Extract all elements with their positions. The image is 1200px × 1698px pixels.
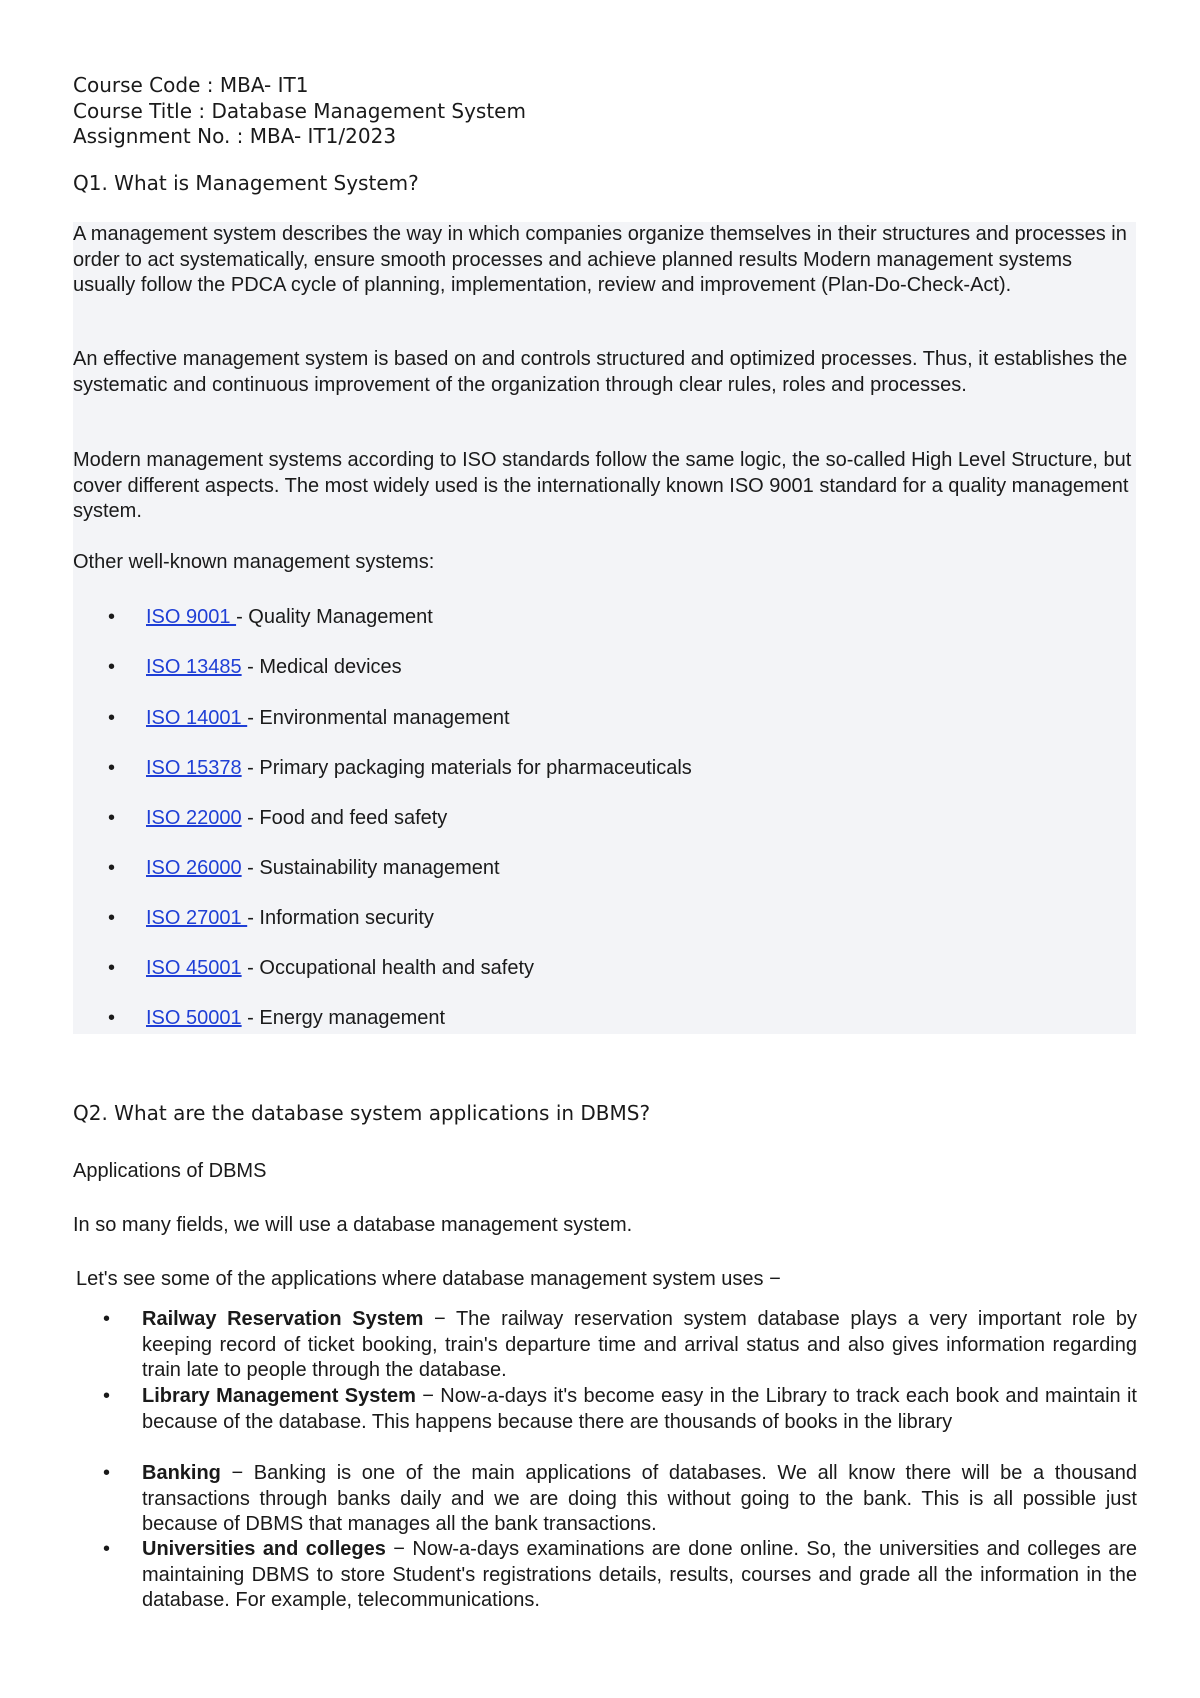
iso-50001-link[interactable]: ISO 50001 <box>146 1007 242 1029</box>
list-item <box>108 705 510 731</box>
iso-item-description: - Quality Management <box>236 606 433 628</box>
iso-13485-link[interactable]: ISO 13485 <box>146 656 242 678</box>
list-item <box>108 1005 445 1031</box>
bullet-icon: • <box>108 907 116 929</box>
iso-45001-link[interactable]: ISO 45001 <box>146 957 242 979</box>
question-2: Q2. What are the database system applications in DBMS? <box>73 1101 651 1125</box>
bullet-icon: • <box>108 807 116 829</box>
application-text: − Now-a-days it's become easy in the Library to track each book and maintain it because of the database. This happens because there are thousands of books in the library <box>142 1385 1137 1433</box>
q1-paragraph-4: Other well-known management systems: <box>73 551 435 573</box>
course-title: Course Title : Database Management System <box>73 99 526 123</box>
assignment-number: Assignment No. : MBA- IT1/2023 <box>73 124 397 148</box>
list-item <box>108 855 500 881</box>
bullet-icon: • <box>108 757 116 779</box>
iso-item-description: - Medical devices <box>241 656 402 678</box>
bullet-icon: • <box>103 1538 111 1560</box>
iso-14001-link[interactable]: ISO 14001 <box>146 707 248 729</box>
application-text: − Banking is one of the main applications of databases. We all know there will be a thousand transactions through banks daily and we are doing this without going to the bank. This is all possible just because of DBMS that manages all the bank transactions. <box>142 1462 1137 1535</box>
list-item <box>108 805 447 831</box>
question-1: Q1. What is Management System? <box>73 171 419 195</box>
list-item <box>103 1461 1137 1538</box>
list-item <box>108 905 434 931</box>
iso-15378-link[interactable]: ISO 15378 <box>146 757 242 779</box>
application-title: Universities and colleges <box>142 1538 386 1560</box>
iso-item-description: - Primary packaging materials for pharmaceuticals <box>241 757 692 779</box>
q1-paragraph-2: An effective management system is based on and controls structured and optimized processes. Thus, it establishes the systematic and continuous improvement of the organization through clear rules, roles and processes. <box>73 348 1128 396</box>
q2-lead: Let's see some of the applications where database management system uses − <box>76 1268 781 1290</box>
iso-item-description: - Occupational health and safety <box>241 957 535 979</box>
application-title: Library Management System <box>142 1385 416 1407</box>
list-item <box>108 955 534 981</box>
list-item <box>108 604 433 630</box>
bullet-icon: • <box>108 857 116 879</box>
iso-item-description: - Sustainability management <box>241 857 500 879</box>
q2-subheading: Applications of DBMS <box>73 1160 267 1182</box>
bullet-icon: • <box>103 1385 111 1407</box>
bullet-icon: • <box>108 656 116 678</box>
iso-item-description: - Environmental management <box>247 707 510 729</box>
bullet-icon: • <box>108 957 116 979</box>
application-title: Railway Reservation System <box>142 1308 424 1330</box>
iso-item-description: - Food and feed safety <box>241 807 448 829</box>
bullet-icon: • <box>103 1308 111 1330</box>
application-text: − The railway reservation system database plays a very important role by keeping record of ticket booking, train's departure time and arrival status and also gives information regarding train late to people through the database. <box>142 1308 1137 1381</box>
list-item <box>103 1384 1137 1435</box>
list-item <box>103 1307 1137 1384</box>
application-title: Banking <box>142 1462 221 1484</box>
bullet-icon: • <box>108 707 116 729</box>
q2-intro: In so many fields, we will use a database management system. <box>73 1214 633 1236</box>
list-item <box>103 1537 1137 1614</box>
q1-paragraph-3: Modern management systems according to ISO standards follow the same logic, the so-called High Level Structure, but cover different aspects. The most widely used is the internationally known ISO 9001 standard for a quality management system. <box>73 449 1132 522</box>
iso-9001-link[interactable]: ISO 9001 <box>146 606 237 628</box>
list-item <box>108 654 402 680</box>
application-text: − Now-a-days examinations are done online. So, the universities and colleges are maintaining DBMS to store Student's registrations details, results, courses and grade all the information in the database. For example, telecommunications. <box>142 1538 1137 1611</box>
bullet-icon: • <box>103 1462 111 1484</box>
iso-item-description: - Energy management <box>241 1007 446 1029</box>
q1-paragraph-1: A management system describes the way in which companies organize themselves in their structures and processes in order to act systematically, ensure smooth processes and achieve planned results Modern management systems usually follow the PDCA cycle of planning, implementation, review and improvement (Plan-Do-Check-Act). <box>73 223 1127 296</box>
list-item <box>108 755 692 781</box>
bullet-icon: • <box>108 606 116 628</box>
iso-26000-link[interactable]: ISO 26000 <box>146 857 242 879</box>
bullet-icon: • <box>108 1007 116 1029</box>
iso-27001-link[interactable]: ISO 27001 <box>146 907 248 929</box>
iso-22000-link[interactable]: ISO 22000 <box>146 807 242 829</box>
iso-item-description: - Information security <box>247 907 434 929</box>
course-code: Course Code : MBA- IT1 <box>73 73 309 97</box>
